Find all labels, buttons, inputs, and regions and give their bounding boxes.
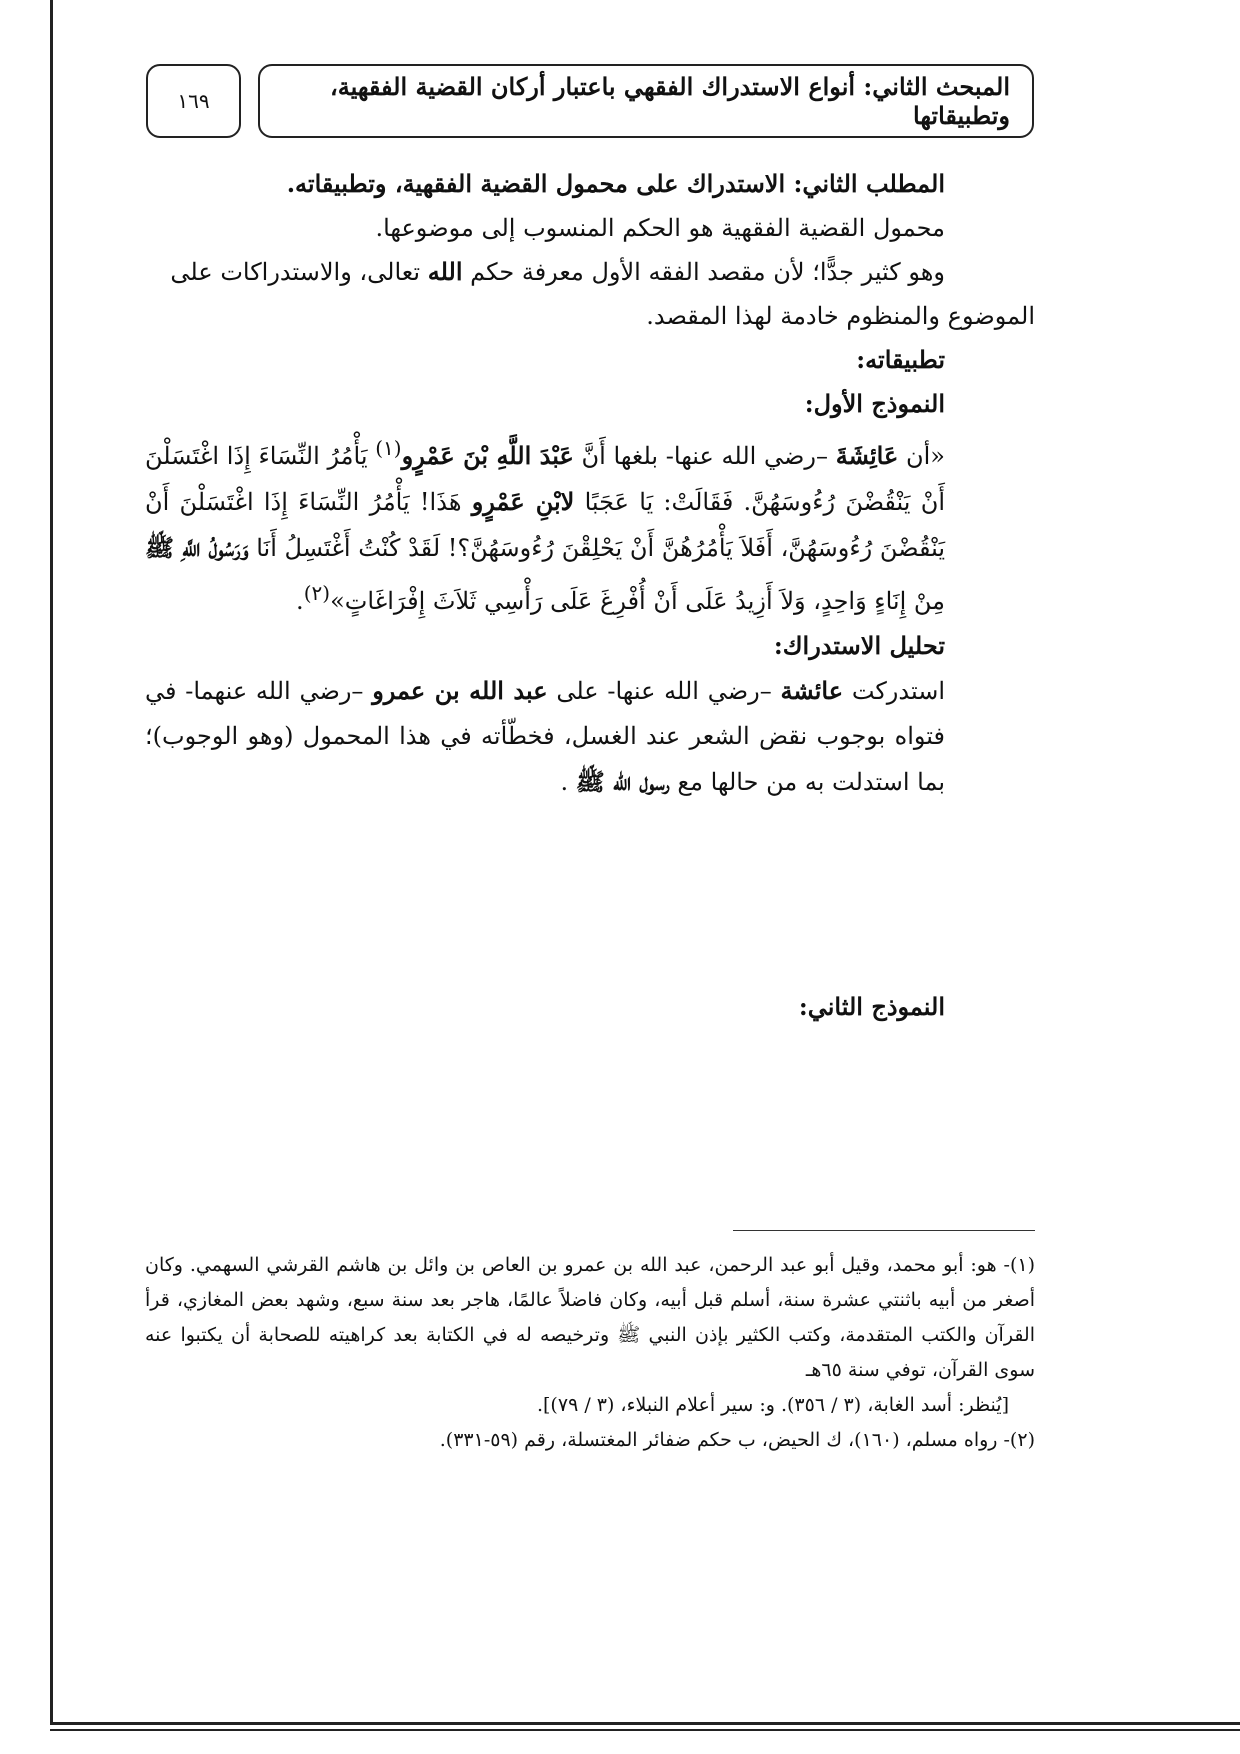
body-paragraph-2: الموضوع والمنظوم خادمة لهذا المقصد. — [646, 302, 1035, 330]
footnote-1-source: [يُنظر: أسد الغابة، (٣ / ٣٥٦). و: سير أعلام النبلاء، (٣ / ٧٩)]. — [536, 1394, 1009, 1416]
page-frame-bottom-inner — [50, 1729, 1240, 1731]
section-heading: المطلب الثاني: الاستدراك على محمول القضية الفقهية، وتطبيقاته. — [286, 169, 945, 198]
page-frame-bottom — [50, 1722, 1240, 1725]
analysis-paragraph: استدركت عائشة –رضي الله عنها- على عبد الله بن عمرو –رضي الله عنهما- في فتواه بوجوب نقض الشعر عند الغسل، فخطّأته في هذا المحمول (وهو الوجوب)؛ بما استدلت به من حالها مع رسول الله ﷺ . — [145, 676, 946, 796]
running-header — [258, 64, 1034, 138]
footnote-separator — [733, 1230, 1035, 1231]
page-number: ١٦٩ — [177, 89, 210, 113]
footnote-2: (٢)- رواه مسلم، (١٦٠)، ك الحيض، ب حكم ضفائر المغتسلة، رقم (٥٩-٣٣١). — [439, 1429, 1035, 1451]
hadith-quote: «أن عَائِشَةَ –رضي الله عنها- بلغها أَنَّ عَبْدَ اللَّهِ بْنَ عَمْرٍو$^{(١)}$ يَأْمُرُ النِّسَاءَ إِذَا اغْتَسَلْنَ أَنْ يَنْقُضْنَ رُءُوسَهُنَّ. فَقَالَتْ: يَا عَجَبًا لابْنِ عَمْرٍو هَذَا! يَأْمُرُ النِّسَاءَ إِذَا اغْتَسَلْنَ أَنْ يَنْقُضْنَ رُءُوسَهُنَّ، أَفَلاَ يَأْمُرُهُنَّ أَنْ يَحْلِقْنَ رُءُوسَهُنَّ؟! لَقَدْ كُنْتُ أَغْتَسِلُ أَنَا وَرَسُولُ اللَّهِ ﷺ مِنْ إِنَاءٍ وَاحِدٍ، وَلاَ أَزِيدُ عَلَى أَنْ أُفْرِغَ عَلَى رَأْسِي ثَلاَثَ إِفْرَاغَاتٍ»$^{(٢)}$. — [145, 436, 946, 615]
model-2-block — [145, 985, 1035, 1029]
footnote-ref-2[interactable]: (٢) — [303, 581, 331, 605]
body-paragraph-1: وهو كثير جدًّا؛ لأن مقصد الفقه الأول معرفة حكم الله تعالى، والاستدراكات على — [170, 257, 945, 286]
footnote-1: (١)- هو: أبو محمد، وقيل أبو عبد الرحمن، عبد الله بن عمرو بن العاص بن وائل بن هاشم القرشي السهمي. وكان أصغر من أبيه باثنتي عشرة سنة، أسلم قبل أبيه، وكان فاضلاً عالمًا، هاجر بعد سنة سبع، وشهد بعض المغازي، قرأ القرآن والكتب المتقدمة، وكتب الكثير بإذن النبي ﷺ وترخيصه له في الكتابة بعد كراهيته للصحابة أن يكتبوا عنه سوى القرآن، توفي سنة ٦٥هـ — [145, 1254, 1035, 1381]
footnotes — [145, 1248, 1035, 1458]
model-1-heading: النموذج الأول: — [804, 389, 945, 418]
page-number-box — [146, 64, 241, 138]
model-2-heading: النموذج الثاني: — [798, 992, 945, 1021]
main-text — [145, 162, 1035, 805]
footnote-ref-1[interactable]: (١) — [375, 436, 402, 460]
analysis-heading: تحليل الاستدراك: — [773, 631, 945, 660]
running-header-title: المبحث الثاني: أنواع الاستدراك الفقهي باعتبار أركان القضية الفقهية، وتطبيقاتها — [329, 72, 1010, 130]
applications-heading: تطبيقاته: — [856, 345, 945, 374]
page-frame-left — [50, 0, 53, 1725]
definition-paragraph: محمول القضية الفقهية هو الحكم المنسوب إلى موضوعها. — [375, 214, 945, 242]
